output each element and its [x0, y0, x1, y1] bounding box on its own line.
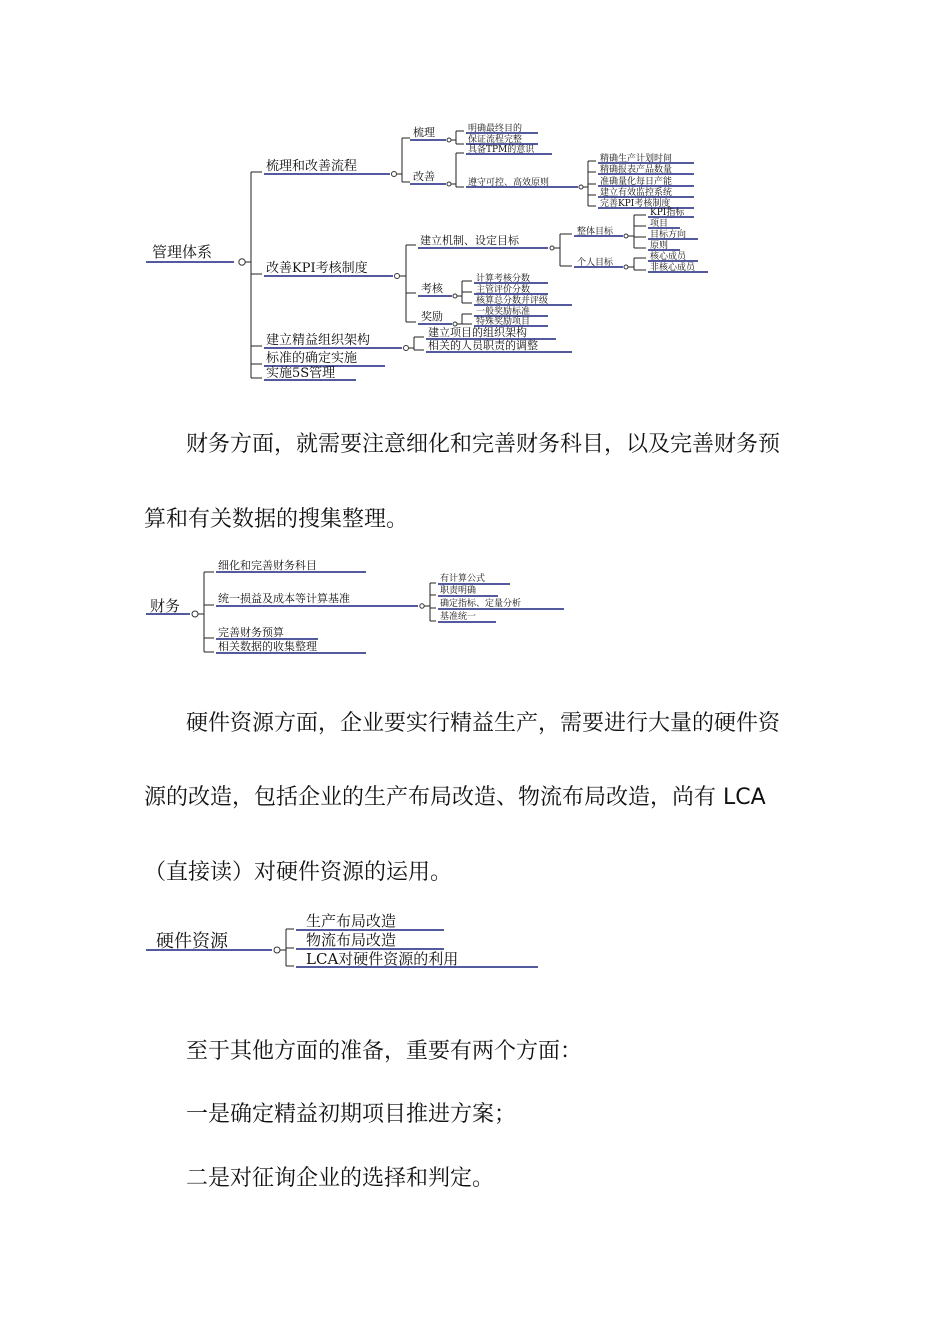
- leaf: 保证流程完整: [468, 135, 523, 145]
- paragraph-other-intro: 至于其他方面的准备，重要有两个方面：: [186, 1039, 583, 1064]
- leaf: 主管评价分数: [476, 285, 531, 295]
- leaf: 特殊奖励项目: [476, 317, 531, 327]
- branch-process-sort: 梳理: [413, 126, 435, 139]
- leaf: 一般奖励标准: [476, 307, 531, 317]
- paragraph-other-item1: 一是确定精益初期项目推进方案；: [186, 1102, 517, 1127]
- leaf: 核心成员: [650, 252, 687, 262]
- paragraph-hardware-line2: 源的改造，包括企业的生产布局改造、物流布局改造，尚有 LCA: [144, 785, 766, 810]
- leaf: 原则: [650, 241, 669, 251]
- mindmap-root: 管理体系: [152, 243, 213, 261]
- paragraph-finance-line1: 财务方面，就需要注意细化和完善财务科目，以及完善财务预: [186, 432, 781, 457]
- node-individual-target: 个人目标: [577, 258, 614, 268]
- leaf: 遵守可控、高效原则: [468, 178, 550, 188]
- leaf: 计算考核分数: [476, 274, 531, 284]
- leaf: 基准统一: [440, 612, 477, 622]
- leaf: 确定指标、定量分析: [440, 599, 522, 609]
- leaf: 目标方向: [650, 230, 687, 240]
- paragraph-other-item2: 二是对征询企业的选择和判定。: [186, 1166, 495, 1191]
- branch-5s: 实施5S管理: [266, 366, 336, 381]
- leaf: 完善KPI考核制度: [600, 199, 671, 209]
- leaf: 核算总分数并评级: [476, 296, 549, 306]
- paragraph-hardware-line3: （直接读）对硬件资源的运用。: [144, 860, 453, 885]
- fin-branch-2: 统一损益及成本等计算基准: [218, 592, 350, 605]
- paragraph-finance-line2: 算和有关数据的搜集整理。: [144, 507, 409, 532]
- mindmap-root: 硬件资源: [156, 931, 228, 952]
- fin-branch-1: 细化和完善财务科目: [218, 559, 317, 572]
- paragraph-hardware-line1: 硬件资源方面，企业要实行精益生产，需要进行大量的硬件资: [186, 711, 781, 736]
- leaf: 非核心成员: [650, 263, 696, 273]
- branch-process: 梳理和改善流程: [266, 159, 358, 174]
- mindmap-root: 财务: [150, 597, 181, 615]
- branch-kpi: 改善KPI考核制度: [266, 261, 368, 276]
- leaf: 职责明确: [440, 586, 477, 596]
- hw-branch-1: 生产布局改造: [306, 912, 397, 930]
- leaf: KPI指标: [650, 208, 685, 218]
- hw-branch-2: 物流布局改造: [306, 931, 397, 949]
- branch-kpi-mechanism: 建立机制、设定目标: [420, 234, 519, 247]
- leaf: 项目: [650, 219, 669, 229]
- node-overall-target: 整体目标: [577, 227, 614, 237]
- leaf: 精确生产计划时间: [600, 154, 673, 164]
- leaf: 明确最终目的: [468, 124, 523, 134]
- branch-process-improve: 改善: [413, 170, 435, 183]
- fin-branch-4: 相关数据的收集整理: [218, 640, 317, 653]
- leaf: 有计算公式: [440, 574, 486, 584]
- leaf: 具备TPM的意识: [468, 145, 535, 155]
- leaf: 精确报表产品数量: [600, 165, 673, 175]
- management-system-mindmap: [0, 0, 950, 400]
- branch-org: 建立精益组织架构: [266, 333, 371, 348]
- branch-standard: 标准的确定实施: [266, 351, 358, 366]
- leaf: 准确量化每日产能: [600, 177, 673, 187]
- leaf: 建立项目的组织架构: [428, 326, 527, 339]
- fin-branch-3: 完善财务预算: [218, 626, 284, 639]
- leaf: 建立有效监控系统: [600, 188, 673, 198]
- hw-branch-3: LCA对硬件资源的利用: [306, 950, 459, 968]
- branch-kpi-assess: 考核: [421, 282, 443, 295]
- leaf: 相关的人员职责的调整: [428, 339, 538, 352]
- branch-kpi-reward: 奖励: [421, 310, 443, 323]
